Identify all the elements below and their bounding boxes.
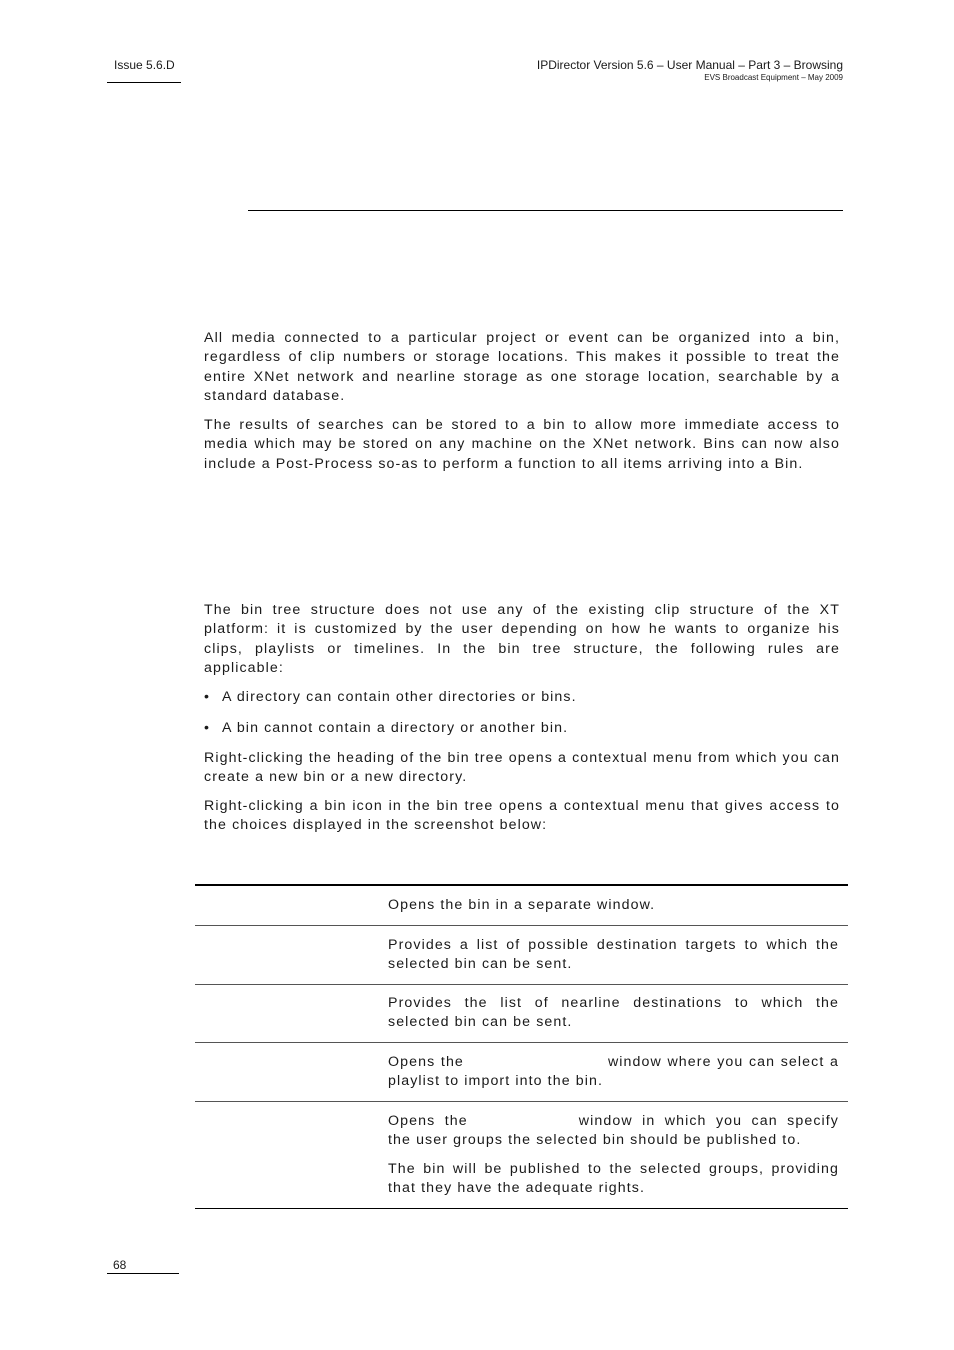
row-4-text-start: Opens the <box>388 1054 464 1070</box>
table-row-3-description: Provides the list of nearline destinations to which the selected bin can be sent. <box>388 995 839 1031</box>
document-header <box>537 58 843 83</box>
intro-paragraph-1: All media connected to a particular project or event can be organized into a bin, regardless of clip numbers or storage locations. This makes it possible to treat the entire XNet network and nearline storage as one storage location, searchable by a standard database. <box>204 330 840 405</box>
structure-paragraph-3: Right-clicking a bin icon in the bin tree opens a contextual menu that gives access to the choices displayed in the screenshot below: <box>204 798 840 834</box>
table-row-divider <box>195 1042 848 1043</box>
footer-rule <box>107 1273 179 1274</box>
table-row-5-note: The bin will be published to the selected groups, providing that they have the adequate rights. <box>388 1161 839 1197</box>
document-subtitle: EVS Broadcast Equipment – May 2009 <box>704 73 843 82</box>
bullet-icon: • <box>204 689 211 705</box>
bullet-text: A directory can contain other directories or bins. <box>222 689 577 705</box>
bullet-item <box>204 689 577 705</box>
table-row-2-description: Provides a list of possible destination targets to which the selected bin can be sent. <box>388 937 839 973</box>
table-row-divider <box>195 1101 848 1102</box>
table-row-1-description: Opens the bin in a separate window. <box>388 897 656 913</box>
row-4-text-end: window where you can select a playlist to import into the bin. <box>388 1054 839 1090</box>
table-row-5-description <box>388 1112 839 1151</box>
row-5-text-start: Opens the <box>388 1113 468 1129</box>
table-bottom-rule <box>195 1208 848 1209</box>
structure-paragraph-2: Right-clicking the heading of the bin tree opens a contextual menu from which you can create a new bin or a new directory. <box>204 750 840 786</box>
document-title: IPDirector Version 5.6 – User Manual – Part 3 – Browsing <box>536 58 843 72</box>
table-row-divider <box>195 925 848 926</box>
section-rule <box>248 210 843 211</box>
table-row-divider <box>195 984 848 985</box>
header-left-rule <box>107 82 181 83</box>
page-number: 68 <box>113 1258 127 1272</box>
bullet-item <box>204 720 568 736</box>
intro-paragraph-2: The results of searches can be stored to a bin to allow more immediate access to media which may be stored on any machine on the XNet network. Bins can now also include a Post-Process so-as to perform a function to all items arriving into a Bin. <box>204 417 840 472</box>
table-top-rule <box>195 884 848 886</box>
table-row-4-description <box>388 1053 839 1092</box>
bullet-icon: • <box>204 720 211 736</box>
issue-label: Issue 5.6.D <box>114 58 175 72</box>
bullet-text: A bin cannot contain a directory or another bin. <box>222 720 569 736</box>
structure-paragraph-1: The bin tree structure does not use any of the existing clip structure of the XT platform: it is customized by the user depending on how he wants to organize his clips, playlists or timelines. In the bin tree structure, the following rules are applicable: <box>204 602 840 677</box>
row-5-text-end: window in which you can specify the user groups the selected bin should be published to. <box>388 1113 839 1149</box>
